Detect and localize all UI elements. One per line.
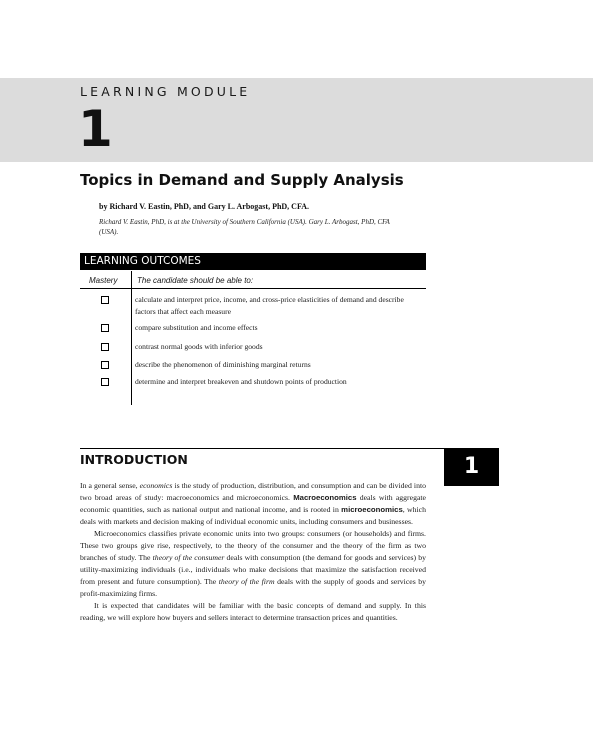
mastery-checkbox[interactable]: [101, 343, 109, 351]
paragraph: It is expected that candidates will be familiar with the basic concepts of demand and supply. In this reading, we will explore how buyers and sellers interact to determine transaction prices and quantities.: [80, 601, 426, 622]
section-number-badge: 1: [444, 448, 499, 486]
section-heading-introduction: INTRODUCTION: [80, 452, 188, 467]
learning-outcomes-heading: LEARNING OUTCOMES: [80, 253, 426, 270]
introduction-body: [80, 480, 426, 624]
author-affiliation: Richard V. Eastin, PhD, is at the University of Southern California (USA). Gary L. Arbogast, PhD, CFA (USA).: [99, 218, 390, 236]
page-title: Topics in Demand and Supply Analysis: [80, 171, 404, 189]
section-rule: [80, 448, 445, 449]
term-economics: economics: [139, 481, 173, 490]
learning-outcome-item: calculate and interpret price, income, and cross-price elasticities of demand and describe factors that affect each measure: [135, 295, 404, 316]
module-number: 1: [78, 100, 113, 158]
column-divider: [131, 271, 132, 405]
learning-outcome-item: determine and interpret breakeven and shutdown points of production: [135, 377, 347, 386]
term-theory-of-the-consumer: theory of the consumer: [152, 553, 225, 562]
module-label: LEARNING MODULE: [80, 84, 251, 99]
authors: by Richard V. Eastin, PhD, and Gary L. Arbogast, PhD, CFA.: [99, 202, 310, 211]
learning-outcome-item: contrast normal goods with inferior goods: [135, 342, 263, 351]
mastery-checkbox[interactable]: [101, 361, 109, 369]
mastery-checkbox[interactable]: [101, 324, 109, 332]
term-theory-of-the-firm: theory of the firm: [218, 577, 275, 586]
learning-outcome-item: compare substitution and income effects: [135, 323, 258, 332]
term-macroeconomics: Macroeconomics: [293, 493, 357, 502]
mastery-checkbox[interactable]: [101, 378, 109, 386]
paragraph: In a general sense, economics is the study of production, distribution, and consumption and can be divided into two broad areas of study: macroeconomics and microeconomics. Macroeconomics deals with aggregate economic quantities, such as national output and national income, and is rooted in microeconomics, which deals with markets and decision making of individual economic units, including consumers and businesses.: [80, 481, 426, 526]
learning-outcome-item: describe the phenomenon of diminishing marginal returns: [135, 360, 311, 369]
mastery-checkbox[interactable]: [101, 296, 109, 304]
mastery-column-label: Mastery: [89, 276, 118, 285]
paragraph: Microeconomics classifies private economic units into two groups: consumers (or households) and firms. These two groups give rise, respectively, to the theory of the consumer and the theory of the firm as two branches of study. The theory of the consumer deals with consumption (the demand for goods and services) by utility-maximizing individuals (i.e., individuals who make decisions that maximize the satisfaction received from present and future consumption). The theory of the firm deals with the supply of goods and services by profit-maximizing firms.: [80, 529, 427, 598]
statement-column-label: The candidate should be able to:: [137, 276, 254, 285]
term-microeconomics: microeconomics: [341, 505, 403, 514]
